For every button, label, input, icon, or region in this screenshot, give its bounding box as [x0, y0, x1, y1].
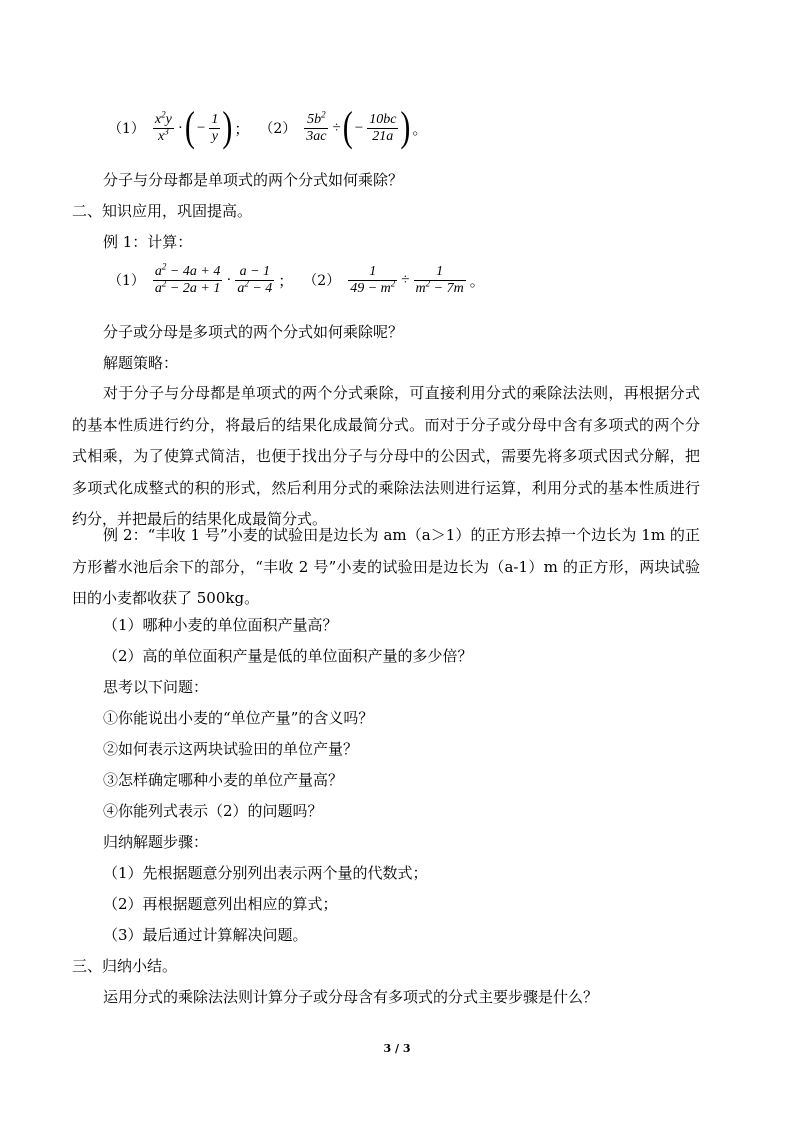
minus-sign: − [354, 119, 364, 136]
dot-operator: · [177, 119, 183, 136]
dot-operator: · [226, 271, 232, 288]
fraction: $\frac{1}{49 - m^2}$ [350, 263, 396, 296]
item-label: （2） [259, 121, 297, 137]
divide-operator: ÷ [401, 271, 410, 288]
left-paren: ( [184, 104, 195, 151]
example-1-title: 例 1：计算： [103, 233, 193, 251]
example-2-question-2: （2）高的单位面积产量是低的单位面积产量的多少倍？ [103, 647, 473, 665]
step-1: （1）先根据题意分别列出表示两个量的代数式； [103, 864, 428, 882]
example-2-question-1: （1）哪种小麦的单位面积产量高？ [103, 616, 338, 634]
right-paren: ) [400, 104, 411, 151]
math-expression-line-1 [108, 104, 429, 151]
item-label: （1） [108, 121, 145, 137]
period: 。 [412, 121, 428, 138]
example-2-paragraph: 例 2：“丰收 1 号”小麦的试验田是边长为 am（a＞1）的正方形去掉一个边长为 1m 的正方形蓄水池后余下的部分，“丰收 2 号”小麦的试验田是边长为（a-1）m 的正方形，两块试验田的小麦都收获了 500kg。 [72, 526, 700, 608]
step-3: （3）最后通过计算解决问题。 [103, 926, 308, 944]
divide-operator: ÷ [332, 119, 341, 136]
separator: ； [278, 273, 294, 290]
step-2: （2）再根据题意列出相应的算式； [103, 895, 338, 913]
steps-title: 归纳解题步骤： [103, 833, 209, 851]
fraction: $\frac{5b^2}{3ac}$ [306, 108, 327, 144]
item-label: （2） [303, 273, 341, 289]
think-title: 思考以下问题： [103, 678, 209, 696]
right-paren: ) [222, 104, 233, 151]
think-item-3: ③怎样确定哪种小麦的单位产量高？ [103, 771, 344, 789]
question-monomial: 分子与分母都是单项式的两个分式如何乘除？ [103, 171, 404, 189]
fraction: $\frac{x^2y}{x^3}$ [154, 108, 172, 144]
think-item-2: ②如何表示这两块试验田的单位产量？ [103, 740, 359, 758]
summary-question: 运用分式的乘除法法则计算分子或分母含有多项式的分式主要步骤是什么？ [103, 988, 599, 1006]
fraction: $\frac{1}{y}$ [211, 111, 219, 144]
math-expression-line-2 [108, 260, 487, 300]
fraction: $\frac{a - 1}{a^2 - 4}$ [237, 263, 273, 296]
period: 。 [469, 273, 485, 290]
section-heading-2: 二、知识应用，巩固提高。 [72, 202, 253, 220]
left-paren: ( [342, 104, 353, 151]
think-item-4: ④你能列式表示（2）的问题吗？ [103, 802, 323, 820]
fraction: $\frac{a^2 - 4a + 4}{a^2 - 2a + 1}$ [154, 260, 221, 296]
separator: ； [234, 121, 250, 138]
strategy-title: 解题策略： [103, 354, 179, 372]
item-label: （1） [108, 273, 145, 289]
think-item-1: ①你能说出小麦的“单位产量”的含义吗？ [103, 709, 374, 727]
question-polynomial: 分子或分母是多项式的两个分式如何乘除呢？ [103, 323, 404, 341]
page-number: 3 / 3 [383, 1042, 411, 1055]
strategy-paragraph: 对于分子与分母都是单项式的两个分式乘除，可直接利用分式的乘除法法则，再根据分式的基本性质进行约分，将最后的结果化成最简分式。而对于分子或分母中含有多项式的两个分式相乘，为了使算式简洁，也便于找出分子与分母中的公因式，需要先将多项式因式分解，把多项式化成整式的积的形式，然后利用分式的乘除法法则进行运算，利用分式的基本性质进行约分，并把最后的结果化成最简分式。 [72, 384, 700, 529]
fraction: $\frac{1}{m^2 - 7m}$ [415, 263, 464, 296]
minus-sign: − [196, 119, 206, 136]
fraction: $\frac{10bc}{21a}$ [369, 111, 397, 144]
section-heading-3: 三、归纳小结。 [72, 957, 178, 975]
